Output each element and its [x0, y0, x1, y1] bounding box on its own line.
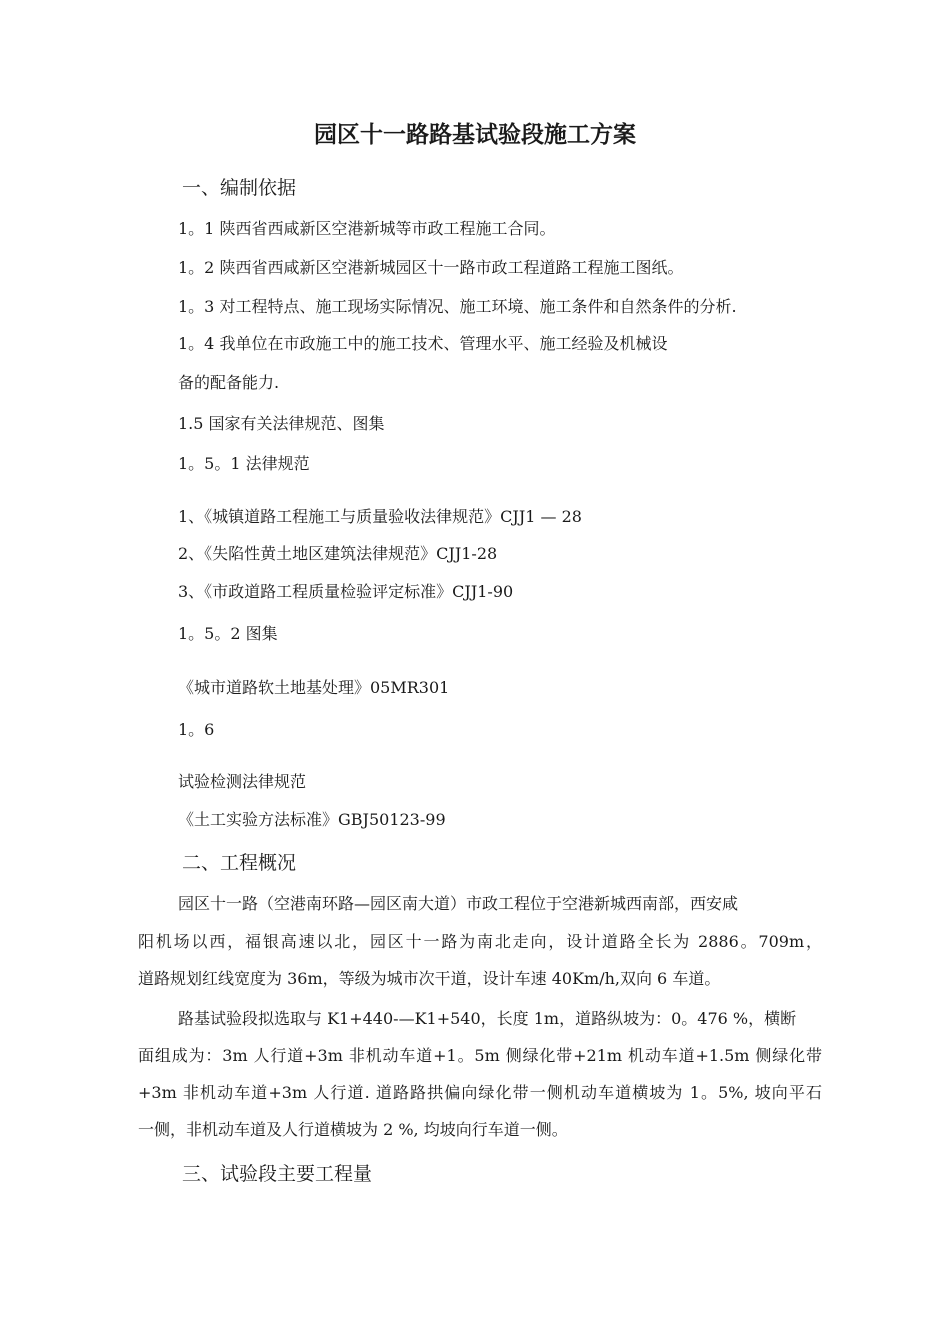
basis-item-1-5-2: 1。5。2 图集	[178, 624, 278, 643]
overview-para2-line4: 一侧，非机动车道及人行道横坡为 2 %, 均坡向行车道一侧。	[138, 1120, 568, 1139]
law-list-item: 2、《失陷性黄土地区建筑法律规范》CJJ1-28	[178, 544, 498, 563]
overview-para1-line3: 道路规划红线宽度为 36m，等级为城市次干道，设计车速 40Km/h,双向 6 车道。	[138, 969, 721, 988]
law-list-item: 3、《市政道路工程质量检验评定标准》CJJ1-90	[178, 582, 514, 601]
overview-para2-line2: 面组成为：3m 人行道+3m 非机动车道+1。5m 侧绿化带+21m 机动车道+1.5m 侧绿化带	[138, 1046, 822, 1065]
basis-item-1-3: 1。3 对工程特点、施工现场实际情况、施工环境、施工条件和自然条件的分析.	[178, 297, 737, 316]
overview-para2-line1: 路基试验段拟选取与 K1+440-—K1+540，长度 1m，道路纵坡为：0。476 %，横断	[178, 1009, 797, 1028]
section-heading-quantities: 三、试验段主要工程量	[182, 1163, 373, 1185]
overview-para2-line3: +3m 非机动车道+3m 人行道. 道路路拱偏向绿化带一侧机动车道横坡为 1。5%, 坡向平石	[138, 1083, 822, 1102]
test-spec-entry: 《土工实验方法标准》GBJ50123-99	[178, 810, 446, 829]
basis-item-1-4-line1: 1。4 我单位在市政施工中的施工技术、管理水平、施工经验及机械设	[178, 334, 668, 353]
basis-item-1-4-line2: 备的配备能力.	[178, 373, 280, 392]
law-list-item: 1、《城镇道路工程施工与质量验收法律规范》CJJ1 — 28	[178, 507, 582, 526]
test-spec-heading: 试验检测法律规范	[178, 772, 307, 791]
overview-para1-line2: 阳机场以西，福银高速以北，园区十一路为南北走向，设计道路全长为 2886。709m，	[138, 932, 822, 951]
atlas-entry: 《城市道路软土地基处理》05MR301	[178, 678, 450, 697]
basis-item-1-1: 1。1 陕西省西咸新区空港新城等市政工程施工合同。	[178, 219, 556, 238]
basis-item-1-5-1: 1。5。1 法律规范	[178, 454, 310, 473]
section-heading-overview: 二、工程概况	[182, 852, 297, 874]
basis-item-1-5: 1.5 国家有关法律规范、图集	[178, 414, 385, 433]
basis-item-1-2: 1。2 陕西省西咸新区空港新城园区十一路市政工程道路工程施工图纸。	[178, 258, 684, 277]
document-title: 园区十一路路基试验段施工方案	[314, 121, 636, 148]
overview-para1-line1: 园区十一路（空港南环路—园区南大道）市政工程位于空港新城西南部，西安咸	[178, 894, 739, 913]
basis-item-1-6: 1。6	[178, 720, 215, 739]
section-heading-basis: 一、编制依据	[182, 177, 297, 199]
